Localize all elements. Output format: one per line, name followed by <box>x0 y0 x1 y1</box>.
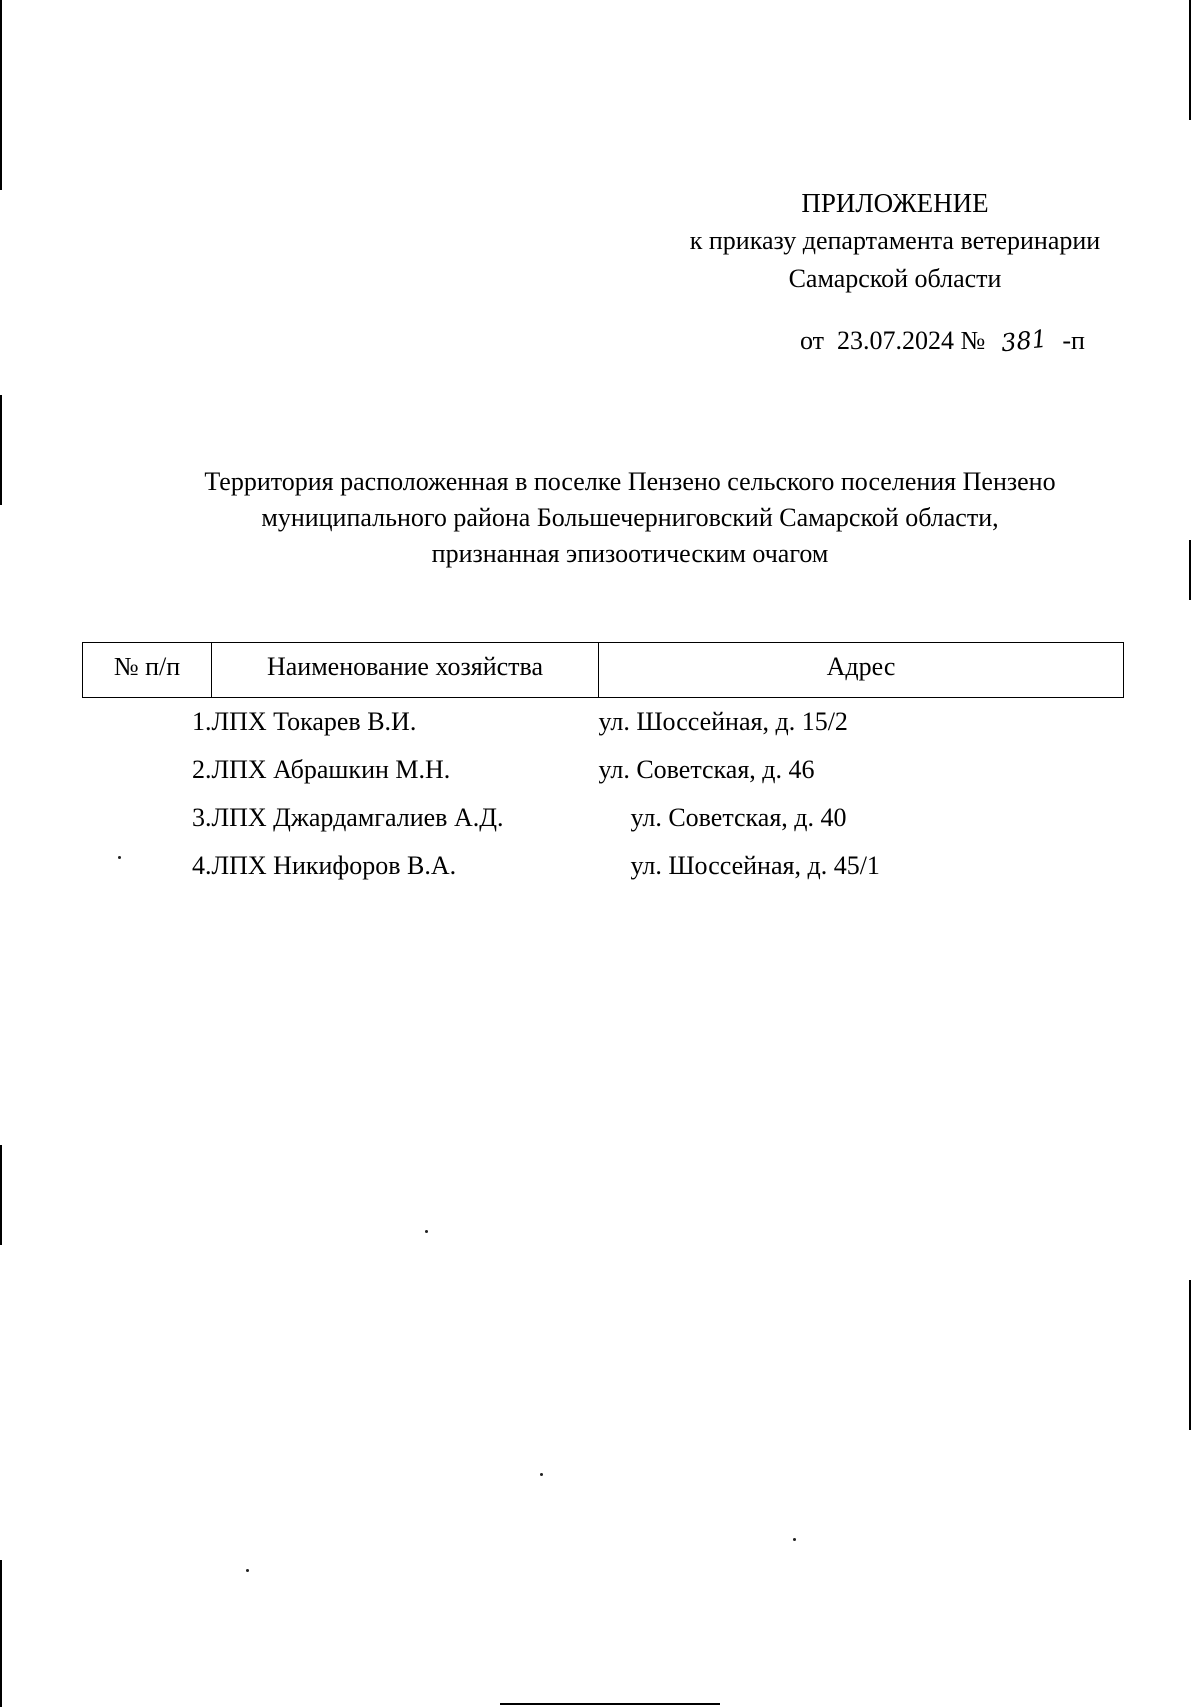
title-line: Территория расположенная в поселке Пензено сельского поселения Пензено <box>204 467 1056 496</box>
order-number-label: № <box>960 326 986 355</box>
table-header-row <box>83 643 1124 698</box>
row-household-name: ЛПХ Токарев В.И. <box>211 707 417 736</box>
appendix-heading: ПРИЛОЖЕНИЕ <box>801 188 989 218</box>
scan-speck <box>540 1473 543 1476</box>
order-date: 23.07.2024 <box>837 326 955 355</box>
row-number: 3. <box>192 803 212 832</box>
table-row <box>83 794 1124 842</box>
row-number: 2. <box>192 755 212 784</box>
document-title <box>130 464 1130 572</box>
scan-speck <box>246 1569 249 1572</box>
row-household-name: ЛПХ Никифоров В.А. <box>211 851 457 880</box>
order-suffix: -п <box>1062 326 1085 355</box>
scan-edge-left <box>0 395 2 505</box>
row-number: 4. <box>192 851 212 880</box>
row-address: ул. Советская, д. 46 <box>598 755 815 784</box>
table-row <box>83 842 1124 890</box>
scan-edge-right <box>1189 540 1191 600</box>
header-address: Адрес <box>599 643 1124 698</box>
table-row <box>83 698 1124 747</box>
order-number-handwritten: 381 <box>999 324 1049 358</box>
row-number: 1. <box>192 707 212 736</box>
header-household-name: Наименование хозяйства <box>212 643 599 698</box>
scan-edge-right <box>1189 0 1191 120</box>
scan-speck <box>425 1230 428 1233</box>
row-household-name: ЛПХ Джардамгалиев А.Д. <box>211 803 504 832</box>
row-address: ул. Шоссейная, д. 15/2 <box>598 707 848 736</box>
table-row <box>83 746 1124 794</box>
scan-edge-left <box>0 1560 2 1707</box>
title-line: признанная эпизоотическим очагом <box>431 539 829 568</box>
scan-edge-left <box>0 0 2 190</box>
appendix-line: к приказу департамента ветеринарии <box>689 226 1101 255</box>
row-address: ул. Шоссейная, д. 45/1 <box>630 851 880 880</box>
order-reference <box>800 326 1085 356</box>
scan-speck <box>793 1538 796 1541</box>
appendix-line: Самарской области <box>788 264 1002 293</box>
header-number: № п/п <box>83 643 212 698</box>
title-line: муниципального района Большечерниговский Самарской области, <box>261 503 999 532</box>
scan-edge-right <box>1189 1280 1191 1430</box>
row-household-name: ЛПХ Абрашкин М.Н. <box>211 755 451 784</box>
scan-edge-left <box>0 1145 2 1245</box>
scan-edge-bottom <box>500 1703 720 1705</box>
appendix-block <box>640 184 1150 298</box>
order-from-label: от <box>800 326 825 355</box>
row-address: ул. Советская, д. 40 <box>630 803 847 832</box>
households-table <box>82 642 1124 890</box>
